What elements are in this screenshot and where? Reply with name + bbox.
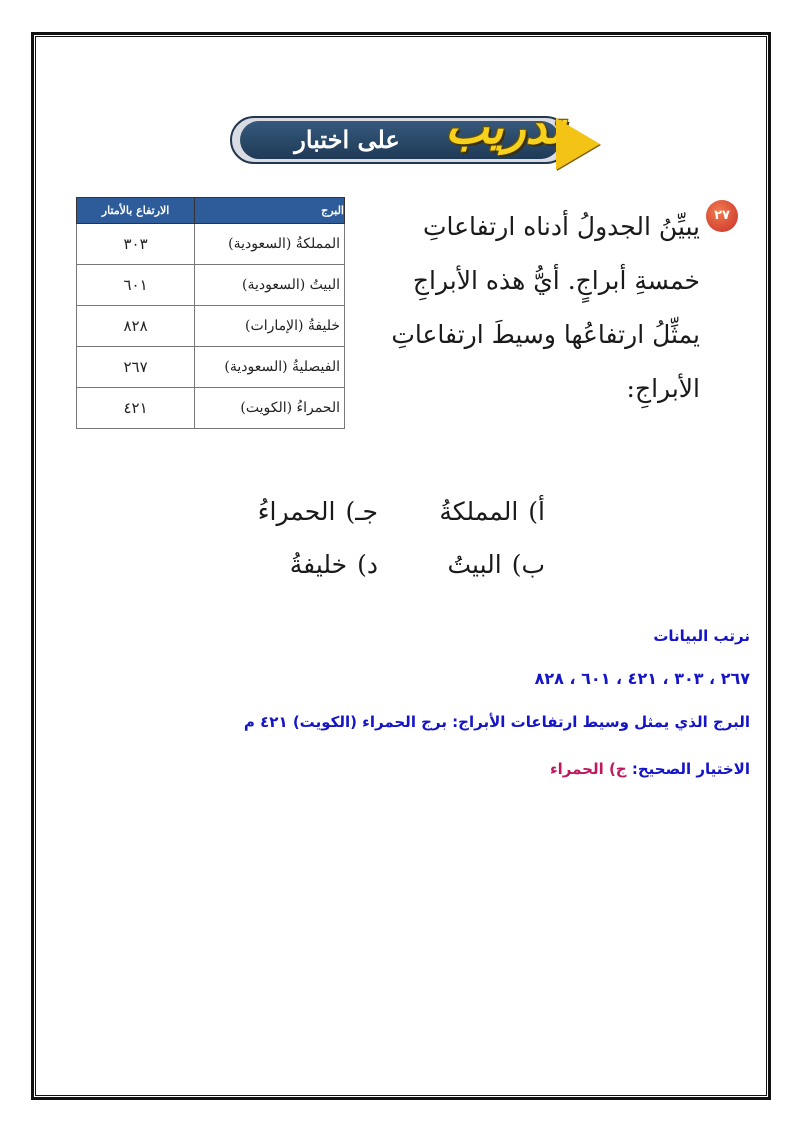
option-a-letter: أ) [528,497,545,526]
table-cell-tower: الفيصليةُ (السعودية) [195,347,345,388]
option-d[interactable] [290,550,378,579]
answer-value: ج) الحمراء [549,760,627,778]
table-cell-height: ٤٢١ [77,388,195,429]
option-a[interactable] [439,497,545,526]
table-cell-height: ٣٠٣ [77,224,195,265]
banner-subtitle: على اختبار [294,125,400,154]
table-header-height: الارتفاع بالأمتار [77,198,195,224]
solution-heading: نرتب البيانات [653,627,750,645]
option-b[interactable] [448,550,546,579]
table-cell-tower: البيتُ (السعودية) [195,265,345,306]
table-cell-height: ٨٢٨ [77,306,195,347]
table-cell-tower: خليفةُ (الإمارات) [195,306,345,347]
table-row [77,347,345,388]
option-a-text: المملكةُ [439,497,519,526]
table-cell-tower: المملكةُ (السعودية) [195,224,345,265]
table-header-row [77,198,345,224]
table-row [77,265,345,306]
table-header-tower: البرج [195,198,345,224]
option-c-text: الحمراءُ [257,497,336,526]
table-row [77,388,345,429]
option-c[interactable] [258,497,378,526]
option-c-letter: جـ) [345,497,378,526]
option-d-text: خليفةُ [289,550,348,579]
option-b-letter: ب) [511,550,545,579]
question-number-badge: ٢٧ [706,200,738,232]
table-cell-height: ٢٦٧ [77,347,195,388]
table-row [77,224,345,265]
question-text: يبيِّنُ الجدولُ أدناه ارتفاعاتِ خمسةِ أبراجٍ. أيُّ هذه الأبراجِ يمثِّلُ ارتفاعُها وسيطَ ارتفاعاتِ الأبراجِ: [391,212,700,403]
table-row [77,306,345,347]
banner-title: تدريب [445,100,563,154]
table-cell-tower: الحمراءُ (الكويت) [195,388,345,429]
option-b-text: البيتُ [447,550,502,579]
solution-median-statement: البرج الذي يمثل وسيط ارتفاعات الأبراج: برج الحمراء (الكويت) ٤٢١ م [243,713,750,731]
option-d-letter: د) [357,550,378,579]
banner-arrow-icon [556,118,600,170]
towers-height-table [76,197,345,429]
page-inner-border [35,36,767,1096]
solution-ordered-data: ٢٦٧ ، ٣٠٣ ، ٤٢١ ، ٦٠١ ، ٨٢٨ [534,669,750,688]
table-cell-height: ٦٠١ [77,265,195,306]
practice-banner [222,88,622,188]
answer-label: الاختيار الصحيح: [631,760,750,778]
solution-answer [550,760,750,778]
